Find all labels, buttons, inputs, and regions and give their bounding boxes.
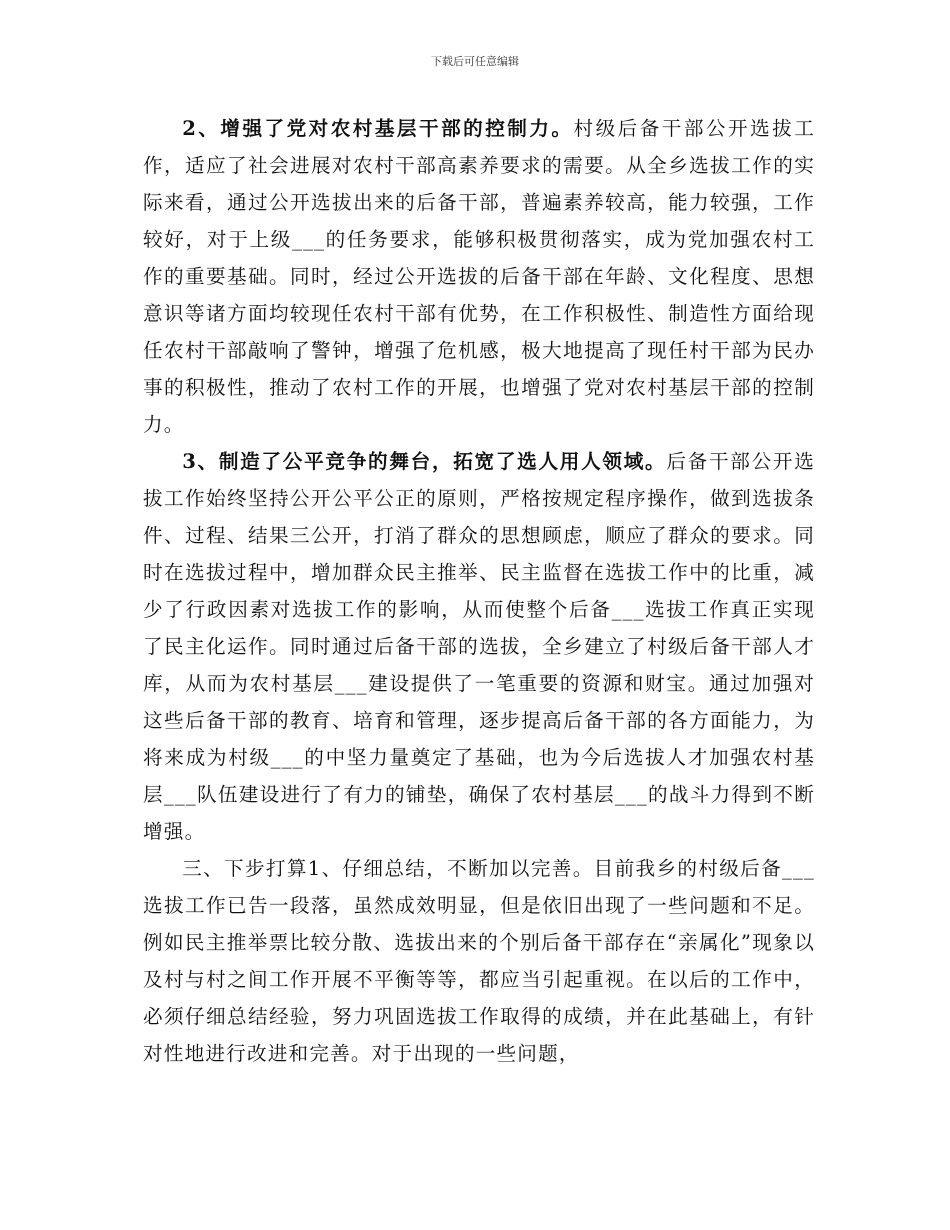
paragraph-2-heading: 2、增强了党对农村基层干部的控制力。 xyxy=(182,117,574,140)
paragraph-3-text: 后备干部公开选拔工作始终坚持公开公平公正的原则，严格按规定程序操作，做到选拔条件、过程、结果三公开，打消了群众的思想顾虑，顺应了群众的要求。同时在选拔过程中，增加群众民主推举、民主监督在选拔工作中的比重，减少了行政因素对选拔工作的影响，从而使整个后备___选拔工作真正实现了民主化运作。同时通过后备干部的选拔，全乡建立了村级后备干部人才库，从而为农村基层___建设提供了一笔重要的资源和财宝。通过加强对这些后备干部的教育、培育和管理，逐步提高后备干部的各方面能力，为将来成为村级___的中坚力量奠定了基础，也为今后选拔人才加强农村基层___队伍建设进行了有力的铺垫，确保了农村基层___的战斗力得到不断增强。 xyxy=(143,450,815,843)
paragraph-2 xyxy=(143,110,815,443)
paragraph-3 xyxy=(143,443,815,850)
page-header-note: 下载后可任意编辑 xyxy=(431,55,519,68)
document-body xyxy=(143,110,815,1072)
paragraph-next-steps xyxy=(143,850,815,1072)
paragraph-next-steps-text: 三、下步打算1、仔细总结，不断加以完善。目前我乡的村级后备___选拔工作已告一段落，虽然成效明显，但是依旧出现了一些问题和不足。例如民主推举票比较分散、选拔出来的个别后备干部存在“亲属化”现象以及村与村之间工作开展不平衡等等，都应当引起重视。在以后的工作中，必须仔细总结经验，努力巩固选拔工作取得的成绩，并在此基础上，有针对性地进行改进和完善。对于出现的一些问题， xyxy=(143,857,815,1065)
paragraph-2-text: 村级后备干部公开选拔工作，适应了社会进展对农村干部高素养要求的需要。从全乡选拔工作的实际来看，通过公开选拔出来的后备干部，普遍素养较高，能力较强，工作较好，对于上级___的任务要求，能够积极贯彻落实，成为党加强农村工作的重要基础。同时，经过公开选拔的后备干部在年龄、文化程度、思想意识等诸方面均较现任农村干部有优势，在工作积极性、制造性方面给现任农村干部敲响了警钟，增强了危机感，极大地提高了现任村干部为民办事的积极性，推动了农村工作的开展，也增强了党对农村基层干部的控制力。 xyxy=(143,117,815,436)
paragraph-3-heading: 3、制造了公平竞争的舞台，拓宽了选人用人领域。 xyxy=(182,450,667,473)
